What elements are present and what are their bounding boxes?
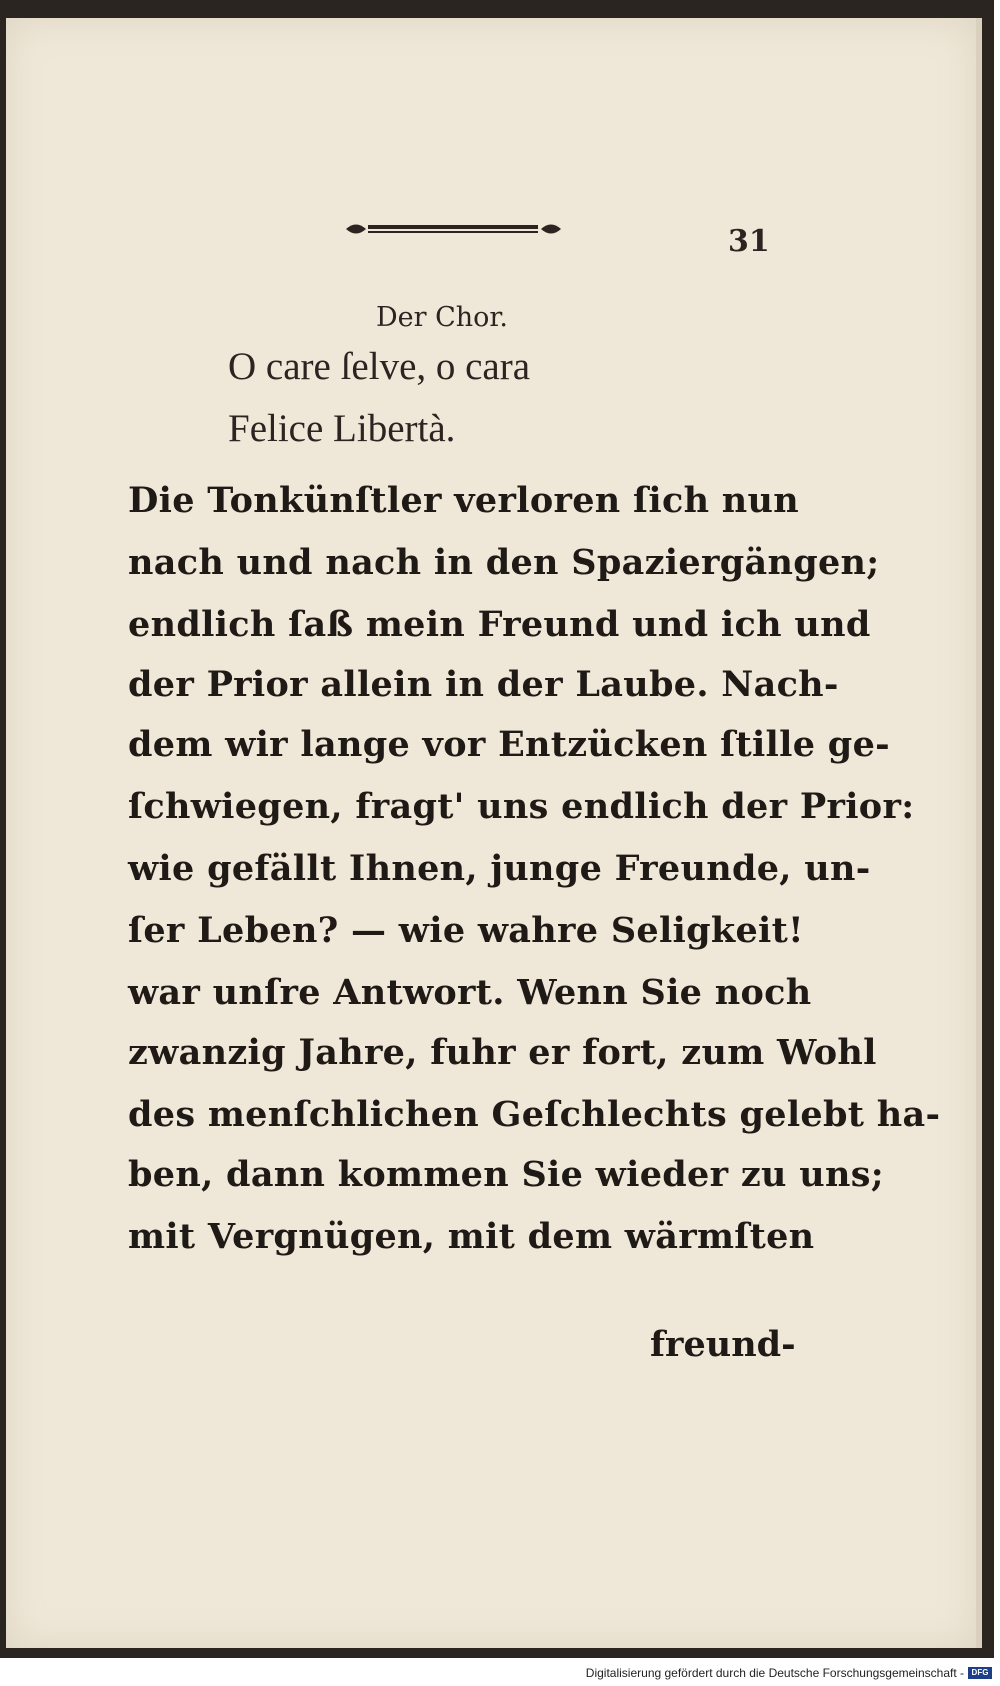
text-line: dem wir lange vor Entzücken ſtille ge-: [128, 724, 890, 765]
book-page: [6, 18, 982, 1648]
dfg-logo: DFG: [968, 1667, 992, 1679]
text-line: nach und nach in den Spaziergängen;: [128, 542, 880, 583]
text-line: des menſchlichen Geſchlechts gelebt ha-: [128, 1094, 941, 1135]
text-line: endlich ſaß mein Freund und ich und: [128, 604, 871, 645]
text-line: mit Vergnügen, mit dem wärmſten: [128, 1216, 815, 1257]
digitization-credit: [586, 1666, 992, 1680]
text-line: wie gefällt Ihnen, junge Freunde, un-: [128, 848, 871, 889]
text-line: ſchwiegen, fragt' uns endlich der Prior:: [128, 786, 915, 827]
page-number: 31: [728, 224, 770, 259]
credit-text: Digitalisierung gefördert durch die Deutsche Forschungsgemeinschaft -: [585, 1666, 964, 1680]
text-line: ben, dann kommen Sie wieder zu uns;: [128, 1154, 884, 1195]
catchword: freund-: [650, 1324, 796, 1365]
verse-line: O care ſelve, o cara: [228, 345, 531, 388]
text-line: der Prior allein in der Laube. Nach-: [128, 664, 839, 705]
text-line: zwanzig Jahre, fuhr er fort, zum Wohl: [128, 1032, 877, 1073]
text-line: war unſre Antwort. Wenn Sie noch: [128, 972, 812, 1013]
verse-line: Felice Libertà.: [228, 407, 456, 450]
headpiece-ornament: [346, 218, 566, 240]
speaker-heading: Der Chor.: [376, 302, 508, 333]
text-line: ſer Leben? — wie wahre Seligkeit!: [128, 910, 804, 951]
text-line: Die Tonkünſtler verloren ſich nun: [128, 480, 800, 521]
